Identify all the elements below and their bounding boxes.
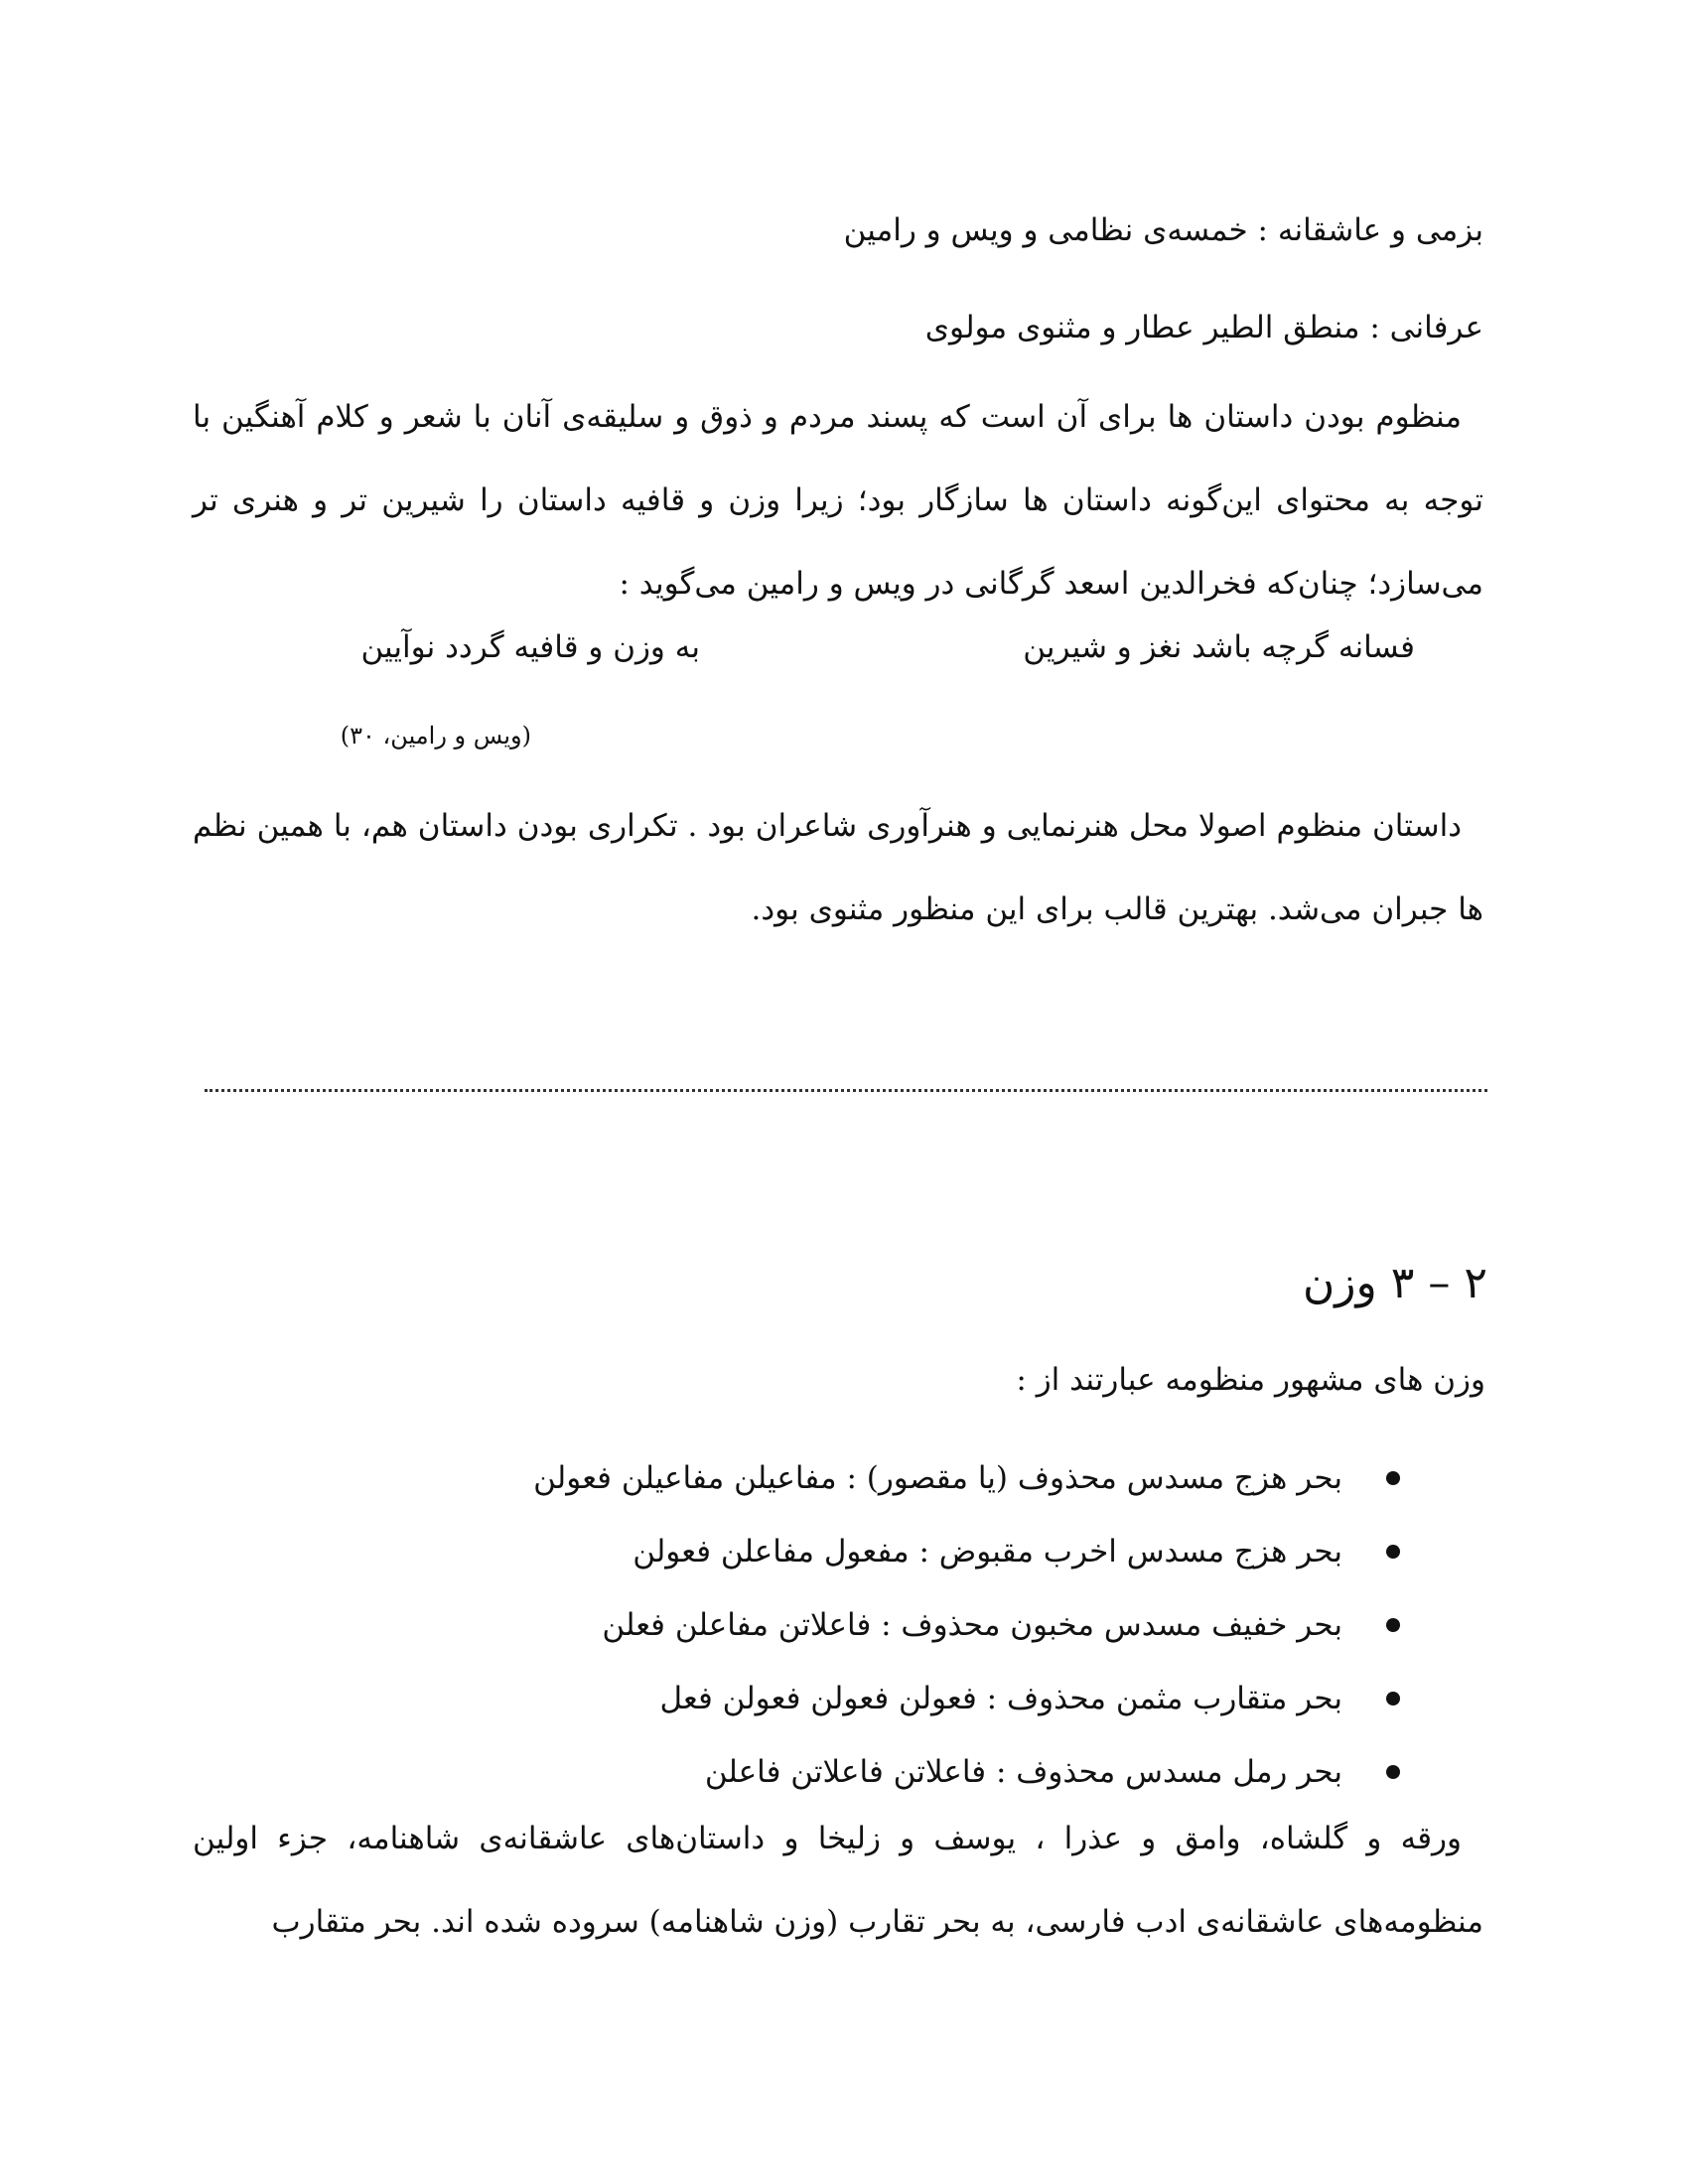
section-divider: [205, 1089, 1487, 1092]
paragraph-versified-stories: منظوم بودن داستان ها برای آن است که پسند مردم و ذوق و سلیقه‌ی آنان با شعر و کلام آهنگین با توجه به محتوای این‌گونه داستان ها سازگار بود؛ زیرا وزن و قافیه داستان را شیرین تر و هنری تر می‌سازد؛ چنان‌که فخرالدین اسعد گرگانی در ویس و رامین می‌گوید :: [193, 399, 1483, 602]
meter-item: [533, 1588, 1400, 1662]
meter-item: [533, 1662, 1400, 1735]
meter-text: بحر متقارب مثمن محذوف : فعولن فعولن فعولن فعل: [659, 1681, 1342, 1716]
bullet-dot-icon: [1386, 1471, 1400, 1485]
bullet-dot-icon: [1386, 1692, 1400, 1706]
meter-text: بحر هزج مسدس اخرب مقبوض : مفعول مفاعلن فعولن: [633, 1534, 1342, 1570]
meter-item: [533, 1441, 1400, 1515]
meter-text: بحر هزج مسدس محذوف (یا مقصور) : مفاعیلن مفاعیلن فعولن: [533, 1460, 1342, 1496]
meter-list: [533, 1441, 1400, 1809]
paragraph-artistry: داستان منظوم اصولا محل هنرنمایی و هنرآوری شاعران بود . تکراری بودن داستان هم، با همین نظم ها جبران می‌شد. بهترین قالب برای این منظور مثنوی بود.: [193, 808, 1483, 927]
section-heading: ۲ – ۳ وزن: [1302, 1258, 1487, 1308]
verse-hemistich-2: به وزن و قافیه گردد نوآیین: [360, 629, 700, 665]
verse-hemistich-1: فسانه گرچه باشد نغز و شیرین: [1023, 629, 1415, 665]
meter-item: [533, 1515, 1400, 1588]
bullet-dot-icon: [1386, 1545, 1400, 1559]
verse-citation: (ویس و رامین، ۳۰): [340, 722, 531, 750]
genre-line-mystical: عرفانی : منطق الطیر عطار و مثنوی مولوی: [924, 310, 1483, 345]
meter-text: بحر رمل مسدس محذوف : فاعلاتن فاعلاتن فاعلن: [704, 1754, 1342, 1790]
paragraph-romances: ورقه و گلشاه، وامق و عذرا ، یوسف و زلیخا و داستان‌های عاشقانه‌ی شاهنامه، جزء اولین منظومه‌های عاشقانه‌ی ادب فارسی، به بحر تقارب (وزن شاهنامه) سروده شده اند. بحر متقارب: [193, 1821, 1483, 1940]
genre-line-romantic: بزمی و عاشقانه : خمسه‌ی نظامی و ویس و رامین: [843, 212, 1483, 248]
section-intro: وزن های مشهور منظومه عبارتند از :: [1016, 1362, 1485, 1398]
bullet-dot-icon: [1386, 1765, 1400, 1779]
meter-text: بحر خفیف مسدس مخبون محذوف : فاعلاتن مفاعلن فعلن: [602, 1607, 1342, 1643]
bullet-dot-icon: [1386, 1618, 1400, 1632]
